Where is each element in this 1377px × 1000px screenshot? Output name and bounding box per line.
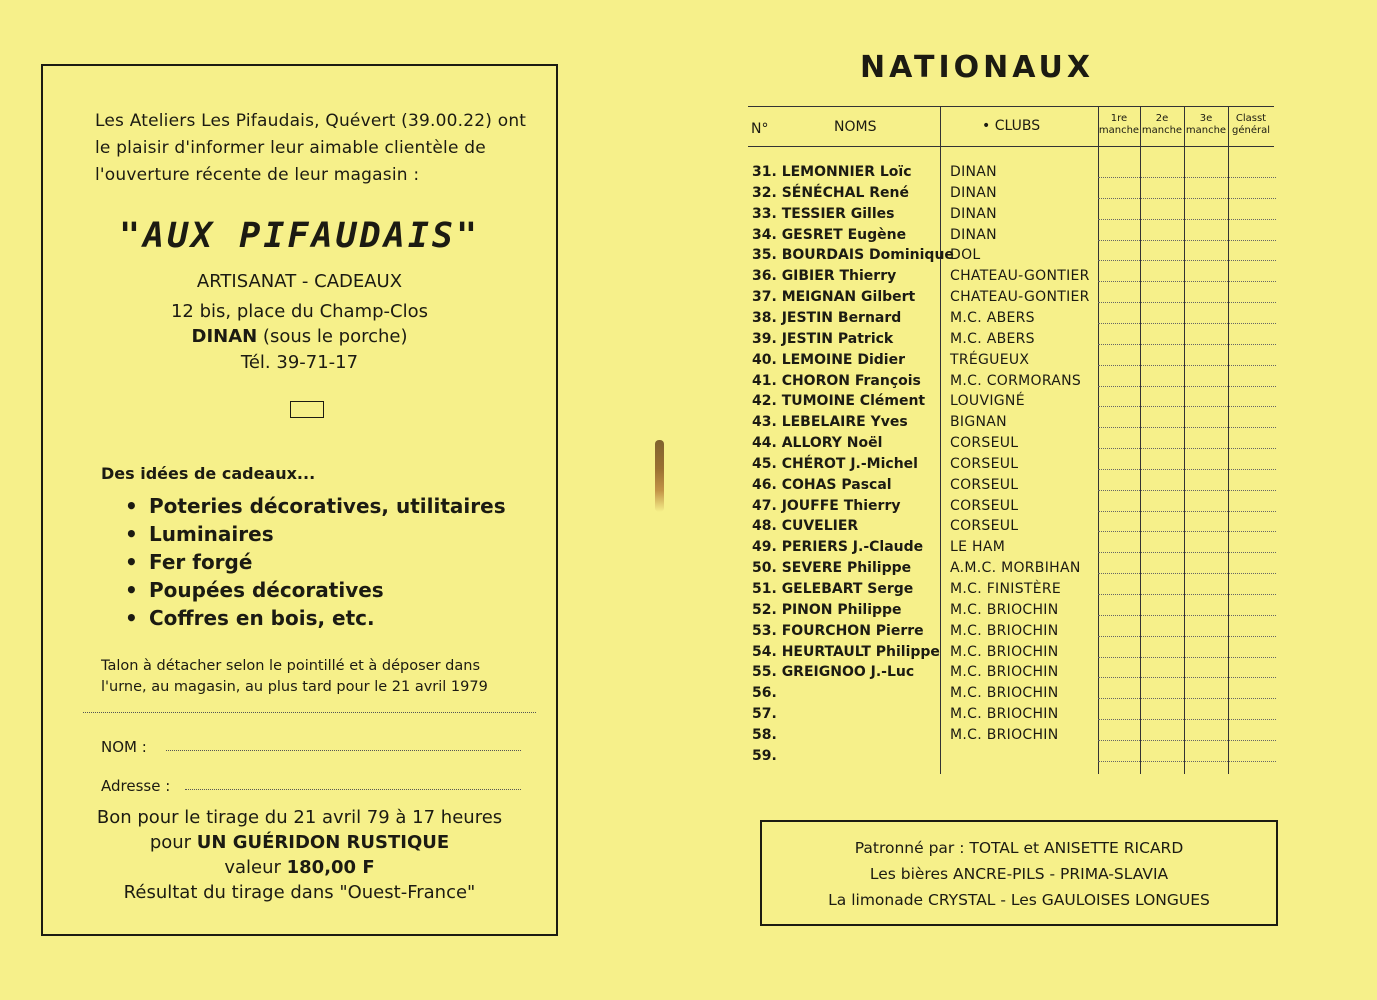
entrant-cell — [752, 287, 942, 308]
entrant-cell — [752, 662, 942, 683]
entrant-name: 58. — [752, 727, 777, 743]
shop-phone: Tél. 39-71-17 — [240, 352, 359, 373]
entrant-name: 35. — [752, 247, 777, 263]
column-divider — [1184, 106, 1185, 774]
header-no: N° — [751, 121, 769, 137]
entrant-name: 40. — [752, 352, 777, 368]
entrant-club: CHATEAU-GONTIER — [950, 289, 1090, 305]
list-item — [125, 604, 506, 632]
entrant-club: CORSEUL — [950, 435, 1019, 451]
entrant-club: DINAN — [950, 206, 997, 222]
score-dotted-line — [1098, 281, 1276, 282]
shop-city-detail: (sous le porche) — [257, 326, 408, 347]
entrant-name: 48. — [752, 518, 777, 534]
list-item — [125, 548, 506, 576]
entrant-full-name: HEURTAULT Philippe — [781, 644, 940, 660]
list-item — [125, 492, 506, 520]
shop-city-name: DINAN — [191, 326, 258, 347]
entrant-club: CORSEUL — [950, 498, 1019, 514]
idea-label: Coffres en bois, etc. — [149, 606, 375, 630]
score-dotted-line — [1098, 761, 1276, 762]
score-dotted-line — [1098, 177, 1276, 178]
header-clubs-label: CLUBS — [994, 118, 1041, 134]
score-dotted-line — [1098, 198, 1276, 199]
column-divider — [1228, 106, 1229, 774]
entrant-name: 47. — [752, 498, 777, 514]
entrant-club: M.C. BRIOCHIN — [950, 706, 1059, 722]
score-dotted-line — [1098, 657, 1276, 658]
score-dotted-line — [1098, 386, 1276, 387]
idea-label: Fer forgé — [149, 550, 253, 574]
advertisement-panel — [41, 64, 558, 936]
entrant-name: 39. — [752, 331, 777, 347]
checkbox-square — [290, 401, 324, 418]
entrant-cell — [752, 704, 942, 725]
score-dotted-line — [1098, 719, 1276, 720]
entrant-cell — [752, 621, 942, 642]
entrant-club: M.C. BRIOCHIN — [950, 644, 1059, 660]
draw-date: Bon pour le tirage du 21 avril 79 à 17 heures — [96, 807, 503, 828]
entrant-name: 37. — [752, 289, 777, 305]
score-dotted-line — [1098, 240, 1276, 241]
entrant-club: M.C. FINISTÈRE — [950, 581, 1062, 597]
entrant-cell — [752, 516, 942, 537]
entrant-cell — [752, 245, 954, 266]
entrant-full-name: GESRET Eugène — [781, 227, 907, 243]
list-item — [125, 520, 506, 548]
page-title: NATIONAUX — [860, 50, 1095, 85]
score-dotted-line — [1098, 740, 1276, 741]
entrant-club: CORSEUL — [950, 518, 1019, 534]
score-dotted-line — [1098, 406, 1276, 407]
list-item — [125, 576, 506, 604]
entrant-cell — [752, 371, 942, 392]
intro-text: Les Ateliers Les Pifaudais, Quévert (39.00.22) ont le plaisir d'informer leur aimable clientèle de l'ouverture récente de leur magasin : — [95, 111, 527, 185]
entrant-full-name: GELEBART Serge — [781, 581, 914, 597]
idea-label: Poupées décoratives — [149, 578, 384, 602]
sponsor-line: Patronné par : TOTAL et ANISETTE RICARD — [854, 839, 1184, 857]
score-dotted-line — [1098, 219, 1276, 220]
score-dotted-line — [1098, 677, 1276, 678]
entrant-name: 32. — [752, 185, 777, 201]
entrant-club: CHATEAU-GONTIER — [950, 268, 1090, 284]
entrant-full-name: SÉNÉCHAL René — [781, 185, 909, 201]
draw-value-amount: 180,00 F — [286, 857, 375, 878]
table-header-top-rule — [748, 106, 1274, 107]
entrant-name: 50. — [752, 560, 777, 576]
entrant-cell — [752, 725, 942, 746]
score-dotted-line — [1098, 490, 1276, 491]
entrant-full-name: SEVERE Philippe — [781, 560, 912, 576]
shop-category: ARTISANAT - CADEAUX — [196, 271, 403, 292]
entrant-full-name: GIBIER Thierry — [781, 268, 897, 284]
entrant-club: A.M.C. MORBIHAN — [950, 560, 1081, 576]
entrant-cell — [752, 412, 942, 433]
score-dotted-line — [1098, 344, 1276, 345]
header-manche-1: 1re manche — [1098, 113, 1140, 136]
entrant-full-name: TESSIER Gilles — [781, 206, 895, 222]
bullet-icon: • — [125, 606, 138, 630]
cut-line — [83, 712, 536, 713]
shop-address: 12 bis, place du Champ-Clos — [170, 301, 428, 322]
entrant-full-name: GREIGNOO J.-Luc — [781, 664, 915, 680]
entrant-name: 46. — [752, 477, 777, 493]
entrant-club: LE HAM — [950, 539, 1006, 555]
nom-dotted-line — [166, 750, 521, 751]
entrant-name: 45. — [752, 456, 777, 472]
idea-label: Poteries décoratives, utilitaires — [149, 494, 506, 518]
entrant-club: M.C. BRIOCHIN — [950, 685, 1059, 701]
entrant-cell — [752, 642, 942, 663]
entrant-club: CORSEUL — [950, 456, 1019, 472]
entrant-full-name: LEBELAIRE Yves — [781, 414, 908, 430]
entrant-cell — [752, 391, 942, 412]
entrant-cell — [752, 558, 942, 579]
column-divider — [1140, 106, 1141, 774]
entrant-club: DINAN — [950, 185, 997, 201]
entrant-name: 52. — [752, 602, 777, 618]
bullet-icon: • — [125, 494, 138, 518]
entrant-full-name: BOURDAIS Dominique — [781, 247, 954, 263]
entrant-name: 34. — [752, 227, 777, 243]
score-dotted-line — [1098, 448, 1276, 449]
bullet-icon: • — [125, 522, 138, 546]
draw-value-prefix: valeur — [224, 857, 287, 878]
shop-city — [43, 326, 556, 347]
draw-prize-name: UN GUÉRIDON RUSTIQUE — [196, 832, 450, 853]
header-manche-2: 2e manche — [1141, 113, 1183, 136]
entrant-name: 59. — [752, 748, 777, 764]
sponsor-line: Les bières ANCRE-PILS - PRIMA-SLAVIA — [869, 865, 1169, 883]
score-dotted-line — [1098, 573, 1276, 574]
entrant-club: M.C. CORMORANS — [950, 373, 1082, 389]
entrant-club: CORSEUL — [950, 477, 1019, 493]
score-dotted-line — [1098, 323, 1276, 324]
entrant-name: 42. — [752, 393, 777, 409]
score-dotted-line — [1098, 302, 1276, 303]
score-dotted-line — [1098, 636, 1276, 637]
entrant-cell — [752, 746, 942, 767]
score-dotted-line — [1098, 427, 1276, 428]
entrant-club: M.C. BRIOCHIN — [950, 727, 1059, 743]
entrant-cell — [752, 600, 942, 621]
entrant-full-name: TUMOINE Clément — [781, 393, 926, 409]
entrant-name: 41. — [752, 373, 777, 389]
entrant-cell — [752, 683, 942, 704]
entrant-club: M.C. ABERS — [950, 331, 1035, 347]
entrant-name: 55. — [752, 664, 777, 680]
score-dotted-line — [1098, 594, 1276, 595]
entrant-cell — [752, 162, 942, 183]
center-fold-mark — [655, 440, 664, 512]
entrant-full-name: JESTIN Bernard — [781, 310, 902, 326]
entrant-club: LOUVIGNÉ — [950, 393, 1025, 409]
header-manche-3: 3e manche — [1185, 113, 1227, 136]
entrant-full-name: LEMONNIER Loïc — [781, 164, 912, 180]
entrant-name: 44. — [752, 435, 777, 451]
entrant-full-name: COHAS Pascal — [781, 477, 892, 493]
entrant-cell — [752, 308, 942, 329]
entrant-cell — [752, 204, 942, 225]
entrant-name: 49. — [752, 539, 777, 555]
entrant-name: 43. — [752, 414, 777, 430]
entrant-full-name: CHORON François — [781, 373, 921, 389]
bullet-icon: • — [125, 578, 138, 602]
entrant-club: DINAN — [950, 164, 997, 180]
draw-result: Résultat du tirage dans "Ouest-France" — [123, 882, 476, 903]
entrant-name: 57. — [752, 706, 777, 722]
entrant-full-name: PERIERS J.-Claude — [781, 539, 924, 555]
score-dotted-line — [1098, 531, 1276, 532]
entrant-club: DOL — [950, 247, 981, 263]
adresse-dotted-line — [185, 789, 521, 790]
entrant-full-name: PINON Philippe — [781, 602, 902, 618]
entrant-full-name: LEMOINE Didier — [781, 352, 906, 368]
entrant-club: BIGNAN — [950, 414, 1007, 430]
sponsor-line: La limonade CRYSTAL - Les GAULOISES LONGUES — [828, 891, 1210, 909]
adresse-label: Adresse : — [101, 777, 171, 795]
score-dotted-line — [1098, 552, 1276, 553]
entrant-full-name: CUVELIER — [781, 518, 859, 534]
draw-prize-prefix: pour — [149, 832, 197, 853]
entrant-cell — [752, 266, 942, 287]
entrant-name: 31. — [752, 164, 777, 180]
ideas-list — [125, 492, 506, 632]
nom-label: NOM : — [101, 738, 147, 756]
entrant-cell — [752, 225, 942, 246]
entrant-cell — [752, 537, 942, 558]
entrant-name: 53. — [752, 623, 777, 639]
draw-prize — [43, 830, 556, 855]
entrant-name: 38. — [752, 310, 777, 326]
entrant-full-name: CHÉROT J.-Michel — [781, 456, 918, 472]
entrant-name: 36. — [752, 268, 777, 284]
entrant-name: 56. — [752, 685, 777, 701]
entrant-cell — [752, 433, 942, 454]
entrant-full-name: ALLORY Noël — [781, 435, 883, 451]
entrant-cell — [752, 475, 942, 496]
entrant-full-name: FOURCHON Pierre — [781, 623, 924, 639]
entrant-cell — [752, 350, 942, 371]
entrant-cell — [752, 579, 942, 600]
idea-label: Luminaires — [149, 522, 274, 546]
score-dotted-line — [1098, 698, 1276, 699]
entrant-cell — [752, 183, 942, 204]
sponsors-box — [760, 820, 1278, 926]
adresse-field[interactable] — [101, 777, 170, 795]
entrant-club: M.C. BRIOCHIN — [950, 664, 1059, 680]
entrant-cell — [752, 329, 942, 350]
ideas-title: Des idées de cadeaux... — [101, 464, 316, 483]
entrant-name: 54. — [752, 644, 777, 660]
bullet-icon: • — [125, 550, 138, 574]
entrant-club: M.C. BRIOCHIN — [950, 623, 1059, 639]
nom-field[interactable] — [101, 738, 147, 756]
header-clubs — [982, 118, 1040, 134]
score-dotted-line — [1098, 615, 1276, 616]
entrant-full-name: MEIGNAN Gilbert — [781, 289, 916, 305]
entrant-full-name: JESTIN Patrick — [781, 331, 894, 347]
talon-instructions: Talon à détacher selon le pointillé et à déposer dans l'urne, au magasin, au plus tard pour le 21 avril 1979 — [101, 658, 488, 695]
entrant-club: TRÉGUEUX — [950, 352, 1030, 368]
entrant-cell — [752, 496, 942, 517]
entrant-full-name: JOUFFE Thierry — [781, 498, 901, 514]
table-header-bottom-rule — [748, 146, 1274, 147]
bullet-icon: • — [982, 118, 995, 134]
score-dotted-line — [1098, 511, 1276, 512]
entrant-club: M.C. ABERS — [950, 310, 1035, 326]
entrant-name: 51. — [752, 581, 777, 597]
entrant-club: DINAN — [950, 227, 997, 243]
score-dotted-line — [1098, 365, 1276, 366]
shop-name: "AUX PIFAUDAIS" — [118, 216, 481, 256]
entrant-club: M.C. BRIOCHIN — [950, 602, 1059, 618]
header-classement: Classt général — [1231, 113, 1270, 136]
score-dotted-line — [1098, 469, 1276, 470]
entrant-cell — [752, 454, 942, 475]
score-dotted-line — [1098, 260, 1276, 261]
entrant-name: 33. — [752, 206, 777, 222]
draw-value — [43, 855, 556, 880]
header-noms: NOMS — [834, 119, 877, 135]
